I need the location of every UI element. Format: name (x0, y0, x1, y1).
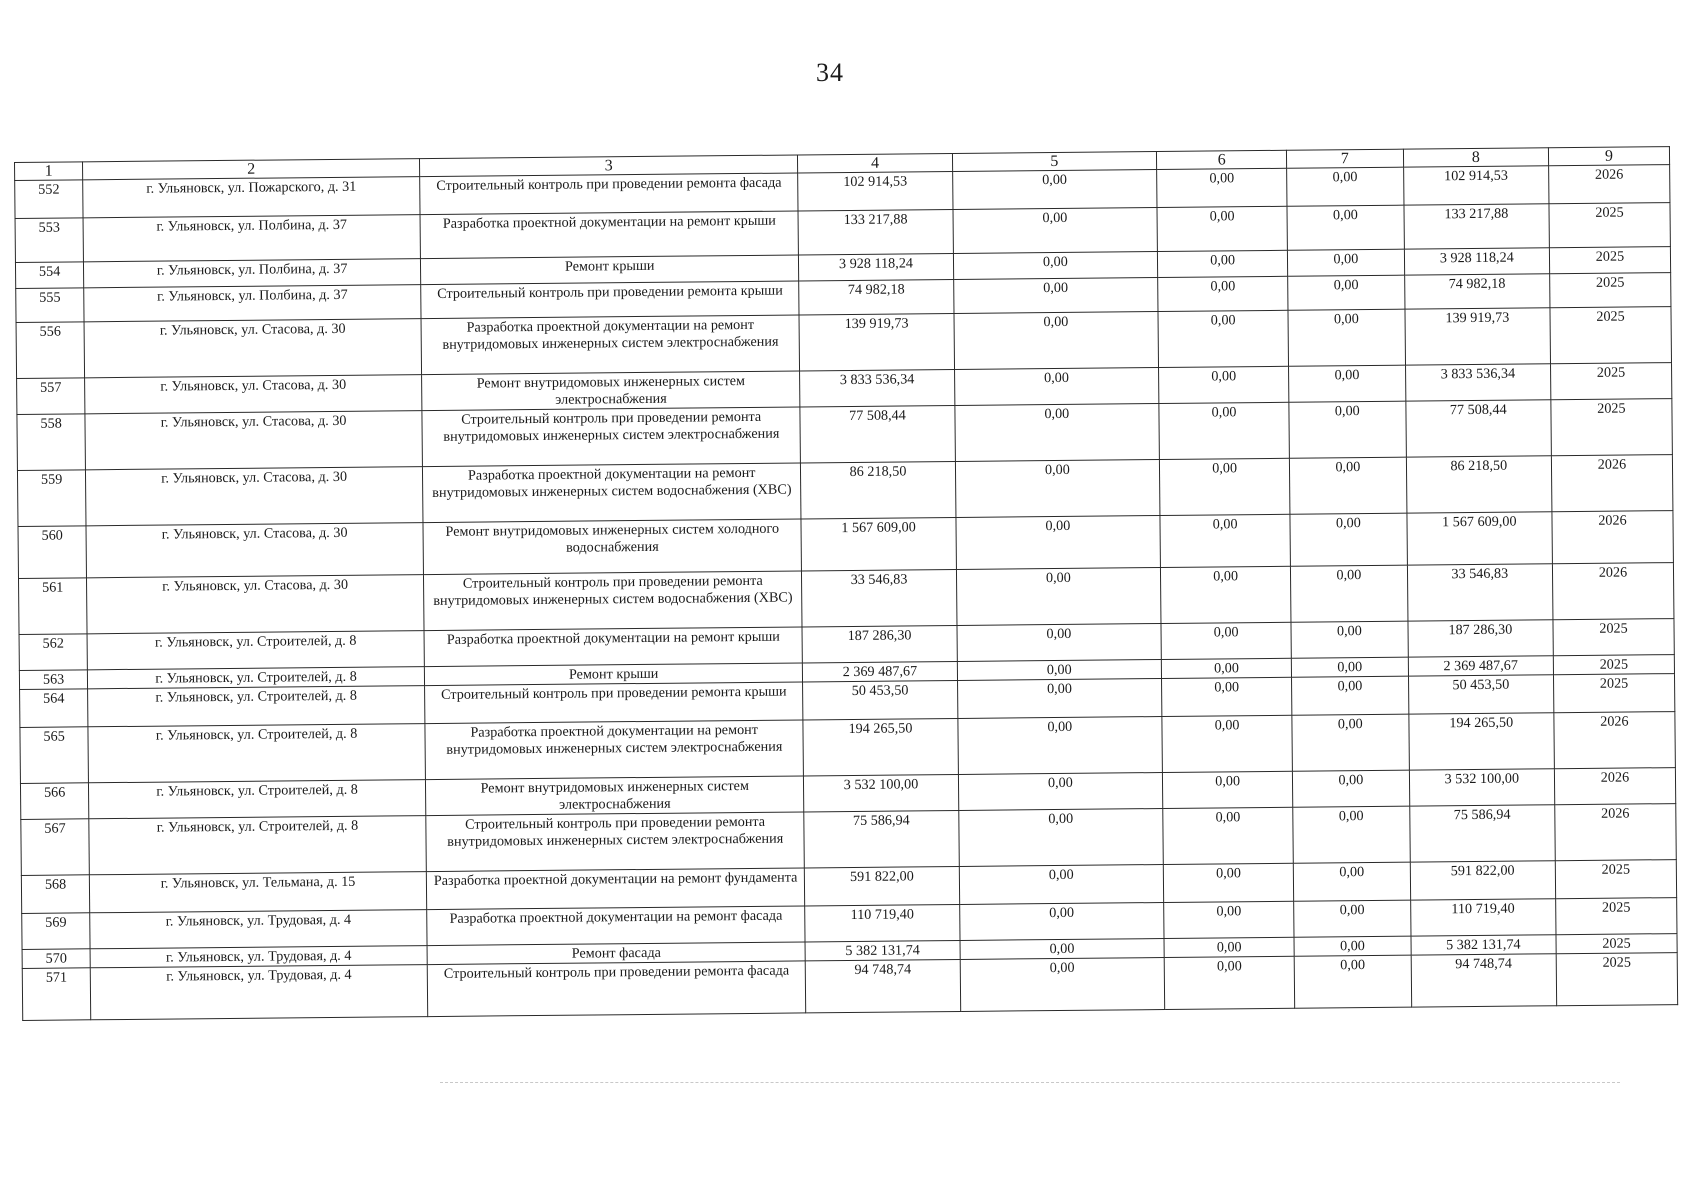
address-cell: г. Ульяновск, ул. Строителей, д. 8 (89, 780, 426, 819)
work-type-cell: Строительный контроль при проведении ремонта внутридомовых инженерных систем электроснабжения (422, 407, 801, 467)
address-cell: г. Ульяновск, ул. Строителей, д. 8 (88, 724, 425, 783)
work-type-cell: Разработка проектной документации на ремонт внутридомовых инженерных систем водоснабжения (ХВС) (422, 463, 801, 523)
table-body (15, 165, 1678, 1021)
row-number: 566 (20, 783, 89, 820)
col4-amount-cell: 77 508,44 (800, 405, 955, 462)
col8-amount-cell: 110 719,40 (1410, 899, 1556, 936)
address-cell: г. Ульяновск, ул. Тельмана, д. 15 (90, 872, 427, 913)
address-cell: г. Ульяновск, ул. Стасова, д. 30 (85, 411, 422, 470)
col7-amount-cell: 0,00 (1294, 955, 1411, 1008)
col8-amount-cell: 102 914,53 (1403, 166, 1549, 205)
year-cell: 2025 (1556, 898, 1677, 935)
year-cell: 2026 (1555, 804, 1677, 861)
year-cell: 2025 (1549, 203, 1670, 248)
address-cell: г. Ульяновск, ул. Полбина, д. 37 (84, 285, 421, 322)
col4-amount-cell: 2 369 487,67 (803, 661, 957, 681)
row-number: 563 (19, 670, 87, 690)
col4-amount-cell: 194 265,50 (803, 718, 958, 775)
col6-amount-cell: 0,00 (1162, 677, 1292, 716)
col6-amount-cell: 0,00 (1162, 658, 1292, 678)
address-cell: г. Ульяновск, ул. Стасова, д. 30 (86, 467, 423, 526)
col8-amount-cell: 94 748,74 (1411, 954, 1557, 1007)
work-type-cell: Ремонт крыши (424, 663, 803, 686)
col7-amount-cell: 0,00 (1294, 936, 1411, 956)
col6-amount-cell: 0,00 (1158, 310, 1288, 367)
year-cell: 2025 (1555, 860, 1676, 899)
row-number: 557 (17, 378, 86, 415)
col7-amount-cell: 0,00 (1289, 365, 1406, 402)
col5-amount-cell: 0,00 (957, 660, 1162, 681)
work-type-cell: Разработка проектной документации на ремонт крыши (424, 627, 803, 667)
col6-amount-cell: 0,00 (1164, 937, 1294, 957)
col8-amount-cell: 591 822,00 (1410, 861, 1556, 900)
col7-amount-cell: 0,00 (1288, 309, 1405, 366)
col5-amount-cell: 0,00 (960, 957, 1165, 1011)
col8-amount-cell: 75 586,94 (1409, 805, 1555, 862)
year-cell: 2025 (1550, 273, 1671, 308)
column-header: 2 (83, 159, 420, 180)
col5-amount-cell: 0,00 (954, 368, 1159, 406)
col5-amount-cell: 0,00 (956, 568, 1161, 626)
col7-amount-cell: 0,00 (1287, 249, 1404, 276)
col6-amount-cell: 0,00 (1160, 514, 1290, 567)
work-type-cell: Разработка проектной документации на ремонт фасада (427, 906, 806, 946)
col5-amount-cell: 0,00 (958, 809, 1163, 867)
year-cell: 2026 (1551, 455, 1673, 512)
col8-amount-cell: 33 546,83 (1407, 564, 1553, 621)
col6-amount-cell: 0,00 (1160, 458, 1290, 515)
col5-amount-cell: 0,00 (954, 312, 1159, 370)
col5-amount-cell: 0,00 (960, 938, 1165, 959)
col8-amount-cell: 1 567 609,00 (1407, 512, 1553, 565)
col7-amount-cell: 0,00 (1292, 714, 1409, 771)
year-cell: 2026 (1554, 768, 1675, 805)
col4-amount-cell: 50 453,50 (803, 680, 957, 719)
col6-amount-cell: 0,00 (1159, 402, 1289, 459)
col4-amount-cell: 3 532 100,00 (804, 774, 958, 811)
col6-amount-cell: 0,00 (1163, 807, 1293, 864)
col6-amount-cell: 0,00 (1161, 566, 1291, 623)
col4-amount-cell: 133 217,88 (798, 209, 952, 254)
col7-amount-cell: 0,00 (1291, 657, 1408, 677)
year-cell: 2025 (1553, 619, 1674, 656)
work-type-cell: Ремонт внутридомовых инженерных систем холодного водоснабжения (423, 519, 802, 575)
address-cell: г. Ульяновск, ул. Трудовая, д. 4 (90, 910, 427, 949)
address-cell: г. Ульяновск, ул. Строителей, д. 8 (87, 631, 424, 670)
col8-amount-cell: 86 218,50 (1406, 456, 1552, 513)
column-header: 7 (1286, 149, 1403, 168)
col7-amount-cell: 0,00 (1291, 621, 1408, 658)
work-type-cell: Строительный контроль при проведении ремонта внутридомовых инженерных систем водоснабжения (ХВС) (423, 571, 802, 631)
col5-amount-cell: 0,00 (957, 717, 1162, 775)
year-cell: 2026 (1554, 712, 1676, 769)
column-header: 3 (419, 155, 798, 177)
col4-amount-cell: 3 833 536,34 (800, 369, 954, 406)
work-type-cell: Строительный контроль при проведении ремонта крыши (421, 281, 800, 319)
column-header: 9 (1548, 147, 1669, 166)
address-cell: г. Ульяновск, ул. Строителей, д. 8 (89, 816, 426, 875)
work-type-cell: Ремонт фасада (427, 942, 806, 965)
row-number: 553 (15, 218, 84, 263)
address-cell: г. Ульяновск, ул. Пожарского, д. 31 (83, 177, 420, 218)
col7-amount-cell: 0,00 (1289, 457, 1406, 514)
row-number: 561 (18, 578, 87, 635)
address-cell: г. Ульяновск, ул. Стасова, д. 30 (86, 523, 423, 578)
col6-amount-cell: 0,00 (1158, 276, 1288, 311)
col8-amount-cell: 5 382 131,74 (1411, 935, 1556, 955)
col8-amount-cell: 2 369 487,67 (1408, 656, 1553, 676)
col4-amount-cell: 1 567 609,00 (801, 517, 956, 570)
col7-amount-cell: 0,00 (1294, 900, 1411, 937)
address-cell: г. Ульяновск, ул. Стасова, д. 30 (84, 319, 421, 378)
col5-amount-cell: 0,00 (953, 252, 1158, 280)
row-number: 569 (22, 913, 91, 950)
col6-amount-cell: 0,00 (1161, 622, 1291, 659)
col4-amount-cell: 187 286,30 (802, 625, 956, 662)
col4-amount-cell: 94 748,74 (806, 959, 961, 1012)
col8-amount-cell: 74 982,18 (1404, 274, 1550, 309)
col7-amount-cell: 0,00 (1293, 806, 1410, 863)
col5-amount-cell: 0,00 (953, 278, 1158, 314)
work-type-cell: Ремонт внутридомовых инженерных систем электроснабжения (421, 371, 800, 411)
col4-amount-cell: 591 822,00 (805, 866, 959, 905)
col4-amount-cell: 3 928 118,24 (799, 253, 953, 280)
year-cell: 2026 (1552, 563, 1674, 620)
col8-amount-cell: 133 217,88 (1404, 204, 1550, 249)
year-cell: 2025 (1551, 399, 1673, 456)
col7-amount-cell: 0,00 (1290, 513, 1407, 566)
col6-amount-cell: 0,00 (1158, 250, 1288, 277)
address-cell: г. Ульяновск, ул. Строителей, д. 8 (88, 686, 425, 727)
col6-amount-cell: 0,00 (1164, 956, 1294, 1009)
work-type-cell: Разработка проектной документации на ремонт внутридомовых инженерных систем электроснабжения (425, 720, 804, 780)
row-number: 564 (20, 689, 89, 728)
row-number: 570 (22, 949, 90, 969)
year-cell: 2025 (1556, 953, 1678, 1006)
address-cell: г. Ульяновск, ул. Строителей, д. 8 (88, 667, 425, 689)
col4-amount-cell: 75 586,94 (804, 810, 959, 867)
col8-amount-cell: 187 286,30 (1408, 620, 1554, 657)
work-type-cell: Строительный контроль при проведении ремонта фасада (420, 173, 799, 215)
work-type-cell: Строительный контроль при проведении ремонта крыши (424, 682, 803, 724)
col7-amount-cell: 0,00 (1293, 862, 1410, 901)
address-cell: г. Ульяновск, ул. Полбина, д. 37 (84, 259, 421, 288)
page-number: 34 (816, 58, 844, 87)
work-type-cell: Ремонт внутридомовых инженерных систем электроснабжения (425, 776, 804, 816)
col4-amount-cell: 33 546,83 (802, 569, 957, 626)
column-header: 5 (952, 152, 1157, 172)
col7-amount-cell: 0,00 (1289, 401, 1406, 458)
year-cell: 2025 (1553, 655, 1674, 675)
col8-amount-cell: 77 508,44 (1406, 400, 1552, 457)
col8-amount-cell: 3 833 536,34 (1405, 364, 1551, 401)
col7-amount-cell: 0,00 (1287, 205, 1404, 250)
address-cell: г. Ульяновск, ул. Стасова, д. 30 (87, 575, 424, 634)
scan-artifact-line (440, 1082, 1620, 1083)
col4-amount-cell: 5 382 131,74 (805, 940, 959, 960)
year-cell: 2025 (1556, 934, 1677, 954)
row-number: 555 (16, 288, 85, 323)
col7-amount-cell: 0,00 (1288, 275, 1405, 310)
col6-amount-cell: 0,00 (1163, 771, 1293, 808)
column-header: 8 (1403, 148, 1548, 167)
col4-amount-cell: 102 914,53 (798, 171, 952, 210)
col5-amount-cell: 0,00 (954, 404, 1159, 462)
address-cell: г. Ульяновск, ул. Трудовая, д. 4 (90, 946, 427, 968)
col5-amount-cell: 0,00 (957, 679, 1162, 719)
row-number: 556 (16, 322, 85, 379)
col5-amount-cell: 0,00 (959, 902, 1164, 940)
work-type-cell: Разработка проектной документации на ремонт фундамента (426, 868, 805, 910)
row-number: 554 (15, 262, 83, 289)
work-type-cell: Разработка проектной документации на ремонт внутридомовых инженерных систем электроснабжения (421, 315, 800, 375)
col6-amount-cell: 0,00 (1159, 366, 1289, 403)
col6-amount-cell: 0,00 (1157, 168, 1287, 207)
col7-amount-cell: 0,00 (1287, 167, 1404, 206)
col7-amount-cell: 0,00 (1292, 676, 1409, 715)
col6-amount-cell: 0,00 (1157, 206, 1287, 251)
col4-amount-cell: 86 218,50 (801, 461, 956, 518)
address-cell: г. Ульяновск, ул. Полбина, д. 37 (83, 215, 420, 262)
row-number: 567 (21, 819, 90, 876)
row-number: 559 (17, 470, 86, 527)
col5-amount-cell: 0,00 (955, 460, 1160, 518)
work-type-cell: Ремонт крыши (420, 255, 799, 285)
col4-amount-cell: 74 982,18 (799, 279, 953, 314)
year-cell: 2026 (1552, 511, 1674, 564)
col4-amount-cell: 139 919,73 (799, 313, 954, 370)
col8-amount-cell: 50 453,50 (1408, 675, 1554, 714)
col5-amount-cell: 0,00 (952, 170, 1157, 210)
row-number: 562 (19, 634, 88, 671)
work-type-cell: Строительный контроль при проведении ремонта внутридомовых инженерных систем электроснабжения (426, 812, 805, 872)
work-type-cell: Разработка проектной документации на ремонт крыши (420, 211, 799, 259)
column-header: 1 (15, 162, 83, 181)
repair-program-table (14, 146, 1678, 1021)
col5-amount-cell: 0,00 (959, 864, 1164, 904)
row-number: 560 (18, 526, 87, 579)
year-cell: 2025 (1549, 247, 1670, 274)
row-number: 558 (17, 414, 86, 471)
row-number: 568 (21, 875, 90, 914)
col8-amount-cell: 139 919,73 (1405, 308, 1551, 365)
year-cell: 2026 (1549, 165, 1670, 204)
col7-amount-cell: 0,00 (1292, 770, 1409, 807)
col5-amount-cell: 0,00 (955, 516, 1160, 570)
row-number: 571 (22, 968, 91, 1021)
year-cell: 2025 (1550, 307, 1672, 364)
col6-amount-cell: 0,00 (1163, 863, 1293, 902)
work-type-cell: Строительный контроль при проведении ремонта фасада (427, 961, 806, 1017)
year-cell: 2025 (1550, 363, 1671, 400)
row-number: 565 (20, 727, 89, 784)
col6-amount-cell: 0,00 (1162, 715, 1292, 772)
col7-amount-cell: 0,00 (1290, 565, 1407, 622)
col8-amount-cell: 3 928 118,24 (1404, 248, 1549, 275)
column-header: 6 (1157, 150, 1287, 169)
row-number: 552 (15, 180, 84, 219)
address-cell: г. Ульяновск, ул. Трудовая, д. 4 (90, 965, 427, 1020)
col5-amount-cell: 0,00 (957, 624, 1162, 662)
year-cell: 2025 (1553, 674, 1674, 713)
col4-amount-cell: 110 719,40 (805, 904, 959, 941)
col6-amount-cell: 0,00 (1164, 901, 1294, 938)
col5-amount-cell: 0,00 (958, 773, 1163, 811)
column-header: 4 (798, 153, 952, 172)
col8-amount-cell: 3 532 100,00 (1409, 769, 1555, 806)
col8-amount-cell: 194 265,50 (1409, 713, 1555, 770)
col5-amount-cell: 0,00 (953, 208, 1158, 254)
address-cell: г. Ульяновск, ул. Стасова, д. 30 (85, 375, 422, 414)
